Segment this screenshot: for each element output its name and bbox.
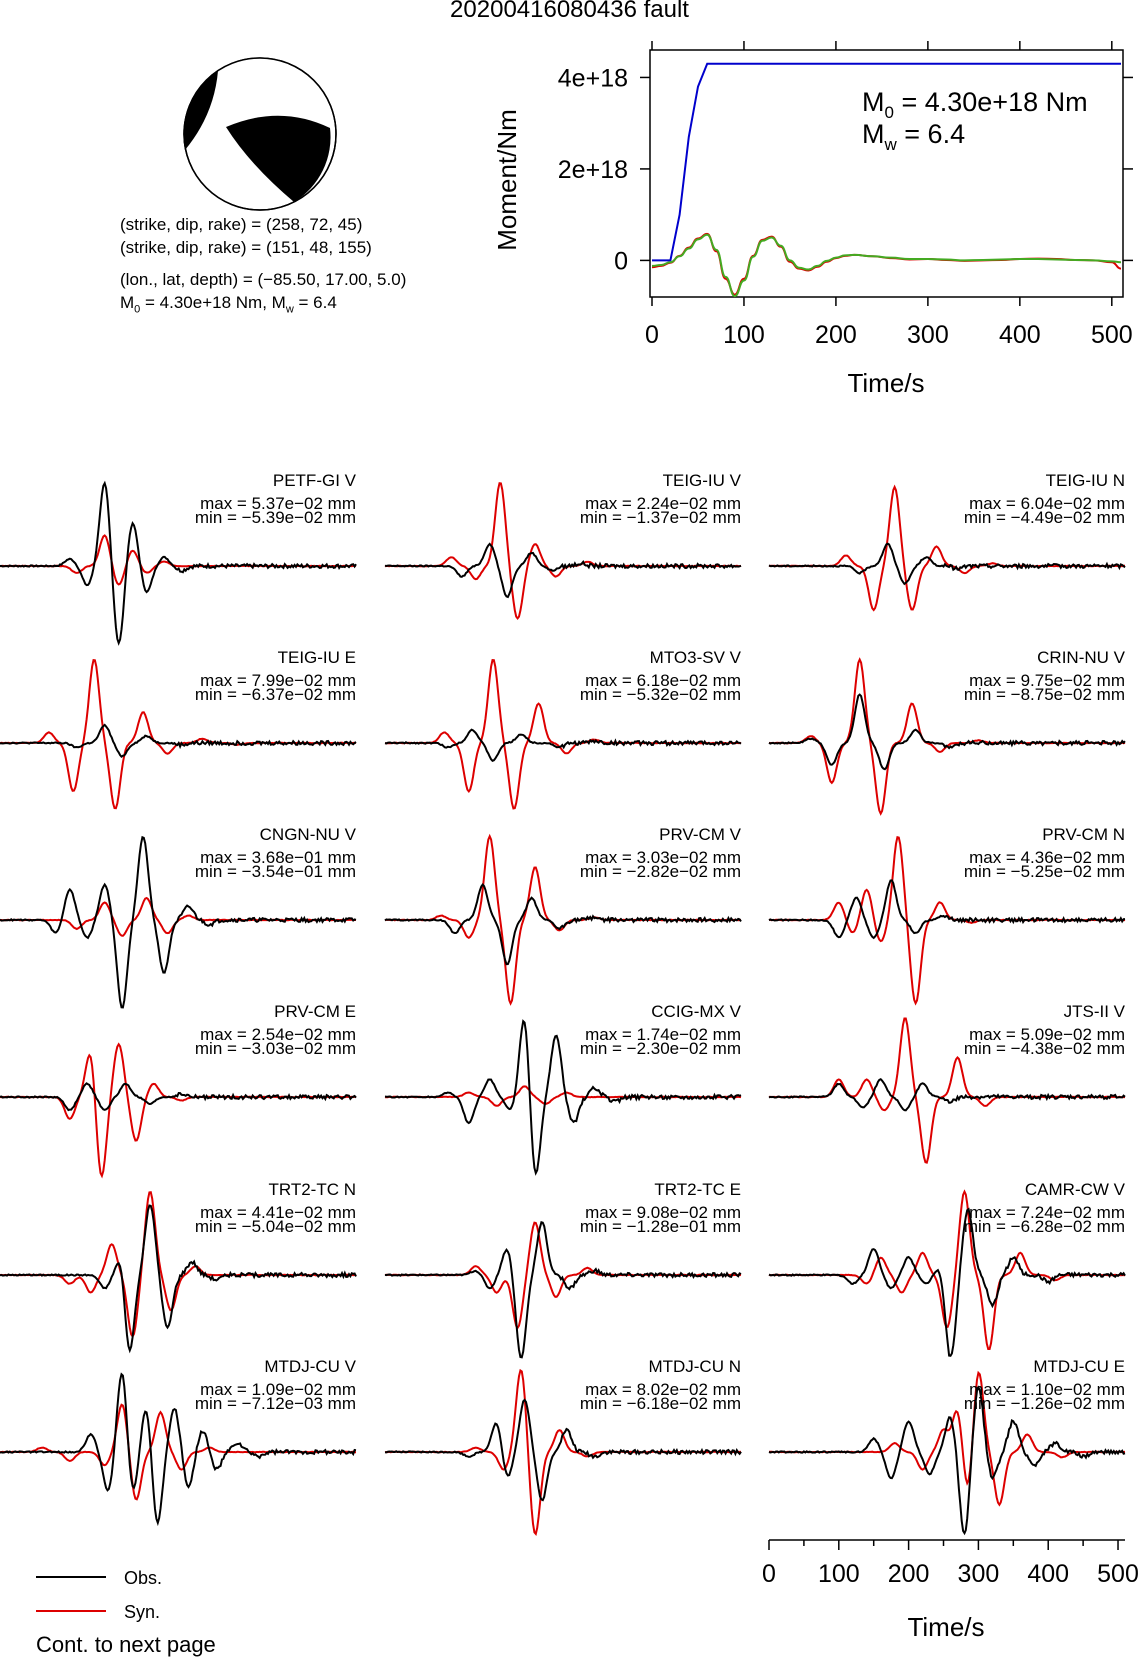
station-max: max = 1.74e−02 mm [585, 1025, 741, 1044]
time-axis-tick-label: 0 [762, 1560, 776, 1588]
waveform-panel [385, 1002, 742, 1173]
station-min: min = −1.26e−02 mm [963, 1394, 1125, 1413]
station-name: CAMR-CW V [1024, 1180, 1125, 1199]
station-min: min = −6.28e−02 mm [963, 1217, 1125, 1236]
station-min: min = −7.12e−03 mm [194, 1394, 356, 1413]
nodal-plane-1: (strike, dip, rake) = (258, 72, 45) [120, 215, 363, 234]
moment-rate-line [652, 235, 1121, 296]
hypocenter-location: (lon., lat, depth) = (−85.50, 17.00, 5.0) [120, 270, 407, 289]
page-title: 20200416080436 fault [450, 0, 689, 23]
station-max: max = 9.75e−02 mm [969, 671, 1125, 690]
station-name: TRT2-TC N [268, 1180, 356, 1199]
waveform-panel [769, 1180, 1126, 1356]
moment-x-tick-label: 100 [723, 321, 765, 349]
station-name: PRV-CM N [1042, 825, 1125, 844]
waveform-panel [385, 648, 742, 809]
station-max: max = 2.54e−02 mm [200, 1025, 356, 1044]
moment-y-tick-label: 2e+18 [557, 155, 628, 184]
station-name: MTO3-SV V [649, 648, 741, 667]
focal-mechanism-beachball [183, 58, 336, 210]
station-min: min = −1.28e−01 mm [579, 1217, 741, 1236]
station-name: PRV-CM E [274, 1002, 356, 1021]
waveform-panel [769, 1357, 1125, 1533]
station-max: max = 6.18e−02 mm [585, 671, 741, 690]
legend [36, 1568, 216, 1657]
observed-trace [385, 885, 741, 965]
station-name: TRT2-TC E [654, 1180, 741, 1199]
station-max: max = 2.24e−02 mm [585, 494, 741, 513]
moment-y-tick-label: 0 [614, 247, 628, 276]
moment-rate-line [652, 234, 1121, 295]
station-max: max = 6.04e−02 mm [969, 494, 1125, 513]
waveform-panel [385, 471, 742, 618]
station-min: min = −5.04e−02 mm [194, 1217, 356, 1236]
station-min: min = −6.37e−02 mm [194, 685, 356, 704]
waveform-panel [769, 825, 1125, 1003]
waveform-panel [769, 1002, 1126, 1163]
station-min: min = −5.39e−02 mm [194, 508, 356, 527]
nodal-plane-2: (strike, dip, rake) = (151, 48, 155) [120, 238, 372, 257]
time-axis-tick-label: 400 [1027, 1560, 1070, 1588]
station-name: MTDJ-CU N [648, 1357, 741, 1376]
time-axis-tick-label: 200 [887, 1560, 930, 1588]
observed-trace [769, 880, 1125, 938]
waveform-panel [385, 825, 742, 1003]
moment-x-tick-label: 500 [1090, 321, 1133, 349]
station-name: CNGN-NU V [259, 825, 356, 844]
observed-trace [769, 695, 1125, 770]
station-min: min = −4.38e−02 mm [963, 1039, 1125, 1058]
station-name: TEIG-IU N [1045, 471, 1125, 490]
synthetic-trace [0, 1044, 356, 1176]
station-max: max = 5.09e−02 mm [969, 1025, 1125, 1044]
station-min: min = −8.75e−02 mm [963, 685, 1125, 704]
waveform-grid [0, 471, 1126, 1534]
mw-annotation: $M_w = 6.4$ [862, 119, 966, 154]
moment-y-tick-label: 4e+18 [557, 64, 628, 93]
station-max: max = 8.02e−02 mm [585, 1380, 741, 1399]
station-name: TEIG-IU E [277, 648, 356, 667]
station-min: min = −1.37e−02 mm [579, 508, 741, 527]
observed-trace [0, 1083, 356, 1110]
waveform-panel [0, 1357, 357, 1523]
station-min: min = −5.32e−02 mm [579, 685, 741, 704]
legend-obs-label: Obs. [124, 1568, 163, 1588]
station-max: max = 9.08e−02 mm [585, 1203, 741, 1222]
waveform-panel [0, 471, 357, 643]
station-max: max = 1.09e−02 mm [200, 1380, 356, 1399]
station-name: CCIG-MX V [651, 1002, 741, 1021]
station-max: max = 7.99e−02 mm [200, 671, 356, 690]
waveform-panel [385, 1180, 741, 1357]
station-name: MTDJ-CU V [264, 1357, 356, 1376]
station-min: min = −2.30e−02 mm [579, 1039, 741, 1058]
station-name: TEIG-IU V [662, 471, 741, 490]
station-name: MTDJ-CU E [1033, 1357, 1125, 1376]
station-max: max = 7.24e−02 mm [969, 1203, 1125, 1222]
station-name: PRV-CM V [659, 825, 741, 844]
station-min: min = −4.49e−02 mm [963, 508, 1125, 527]
moment-x-tick-label: 300 [907, 321, 949, 349]
time-axis-tick-label: 500 [1097, 1560, 1139, 1588]
station-name: PETF-GI V [272, 471, 356, 490]
moment-x-tick-label: 0 [645, 321, 659, 349]
waveform-panel [769, 648, 1126, 814]
waveform-panel [0, 1002, 356, 1176]
moment-x-tick-label: 200 [815, 321, 857, 349]
continue-note: Cont. to next page [36, 1632, 216, 1657]
observed-trace [385, 1400, 741, 1500]
moment-y-axis-label: Moment/Nm [492, 109, 522, 251]
station-name: JTS-II V [1063, 1002, 1125, 1021]
observed-trace [385, 1222, 741, 1357]
legend-syn-label: Syn. [124, 1602, 161, 1622]
time-axis-tick-label: 100 [817, 1560, 860, 1588]
station-max: max = 3.68e−01 mm [200, 848, 356, 867]
observed-trace [0, 725, 356, 757]
waveform-panel [769, 471, 1125, 610]
waveform-panel [0, 648, 356, 808]
station-min: min = −2.82e−02 mm [579, 862, 741, 881]
waveform-time-axis [762, 1540, 1139, 1588]
station-max: max = 5.37e−02 mm [200, 494, 356, 513]
waveform-panel [0, 1180, 356, 1350]
observed-trace [385, 730, 741, 761]
time-axis-tick-label: 300 [957, 1560, 1000, 1588]
moment-function-chart [492, 41, 1133, 398]
waveform-panel [385, 1357, 741, 1534]
station-min: min = −5.25e−02 mm [963, 862, 1125, 881]
station-min: min = −6.18e−02 mm [579, 1394, 741, 1413]
m0-annotation: $M_0 = 4.30e+18$ Nm [862, 87, 1088, 122]
waveform-x-axis-label: Time/s [907, 1612, 985, 1642]
moment-magnitude-line: $M_0 = 4.30e+18$ Nm, $M_w = 6.4$ [120, 293, 337, 316]
moment-x-axis-label: Time/s [847, 368, 925, 398]
station-max: max = 4.36e−02 mm [969, 848, 1125, 867]
synthetic-trace [0, 536, 356, 585]
waveform-panel [0, 825, 357, 1007]
station-max: max = 4.41e−02 mm [200, 1203, 356, 1222]
moment-x-tick-label: 400 [998, 321, 1041, 349]
station-min: min = −3.03e−02 mm [194, 1039, 356, 1058]
station-max: max = 1.10e−02 mm [969, 1380, 1125, 1399]
station-min: min = −3.54e−01 mm [194, 862, 356, 881]
station-name: CRIN-NU V [1037, 648, 1125, 667]
station-max: max = 3.03e−02 mm [585, 848, 741, 867]
